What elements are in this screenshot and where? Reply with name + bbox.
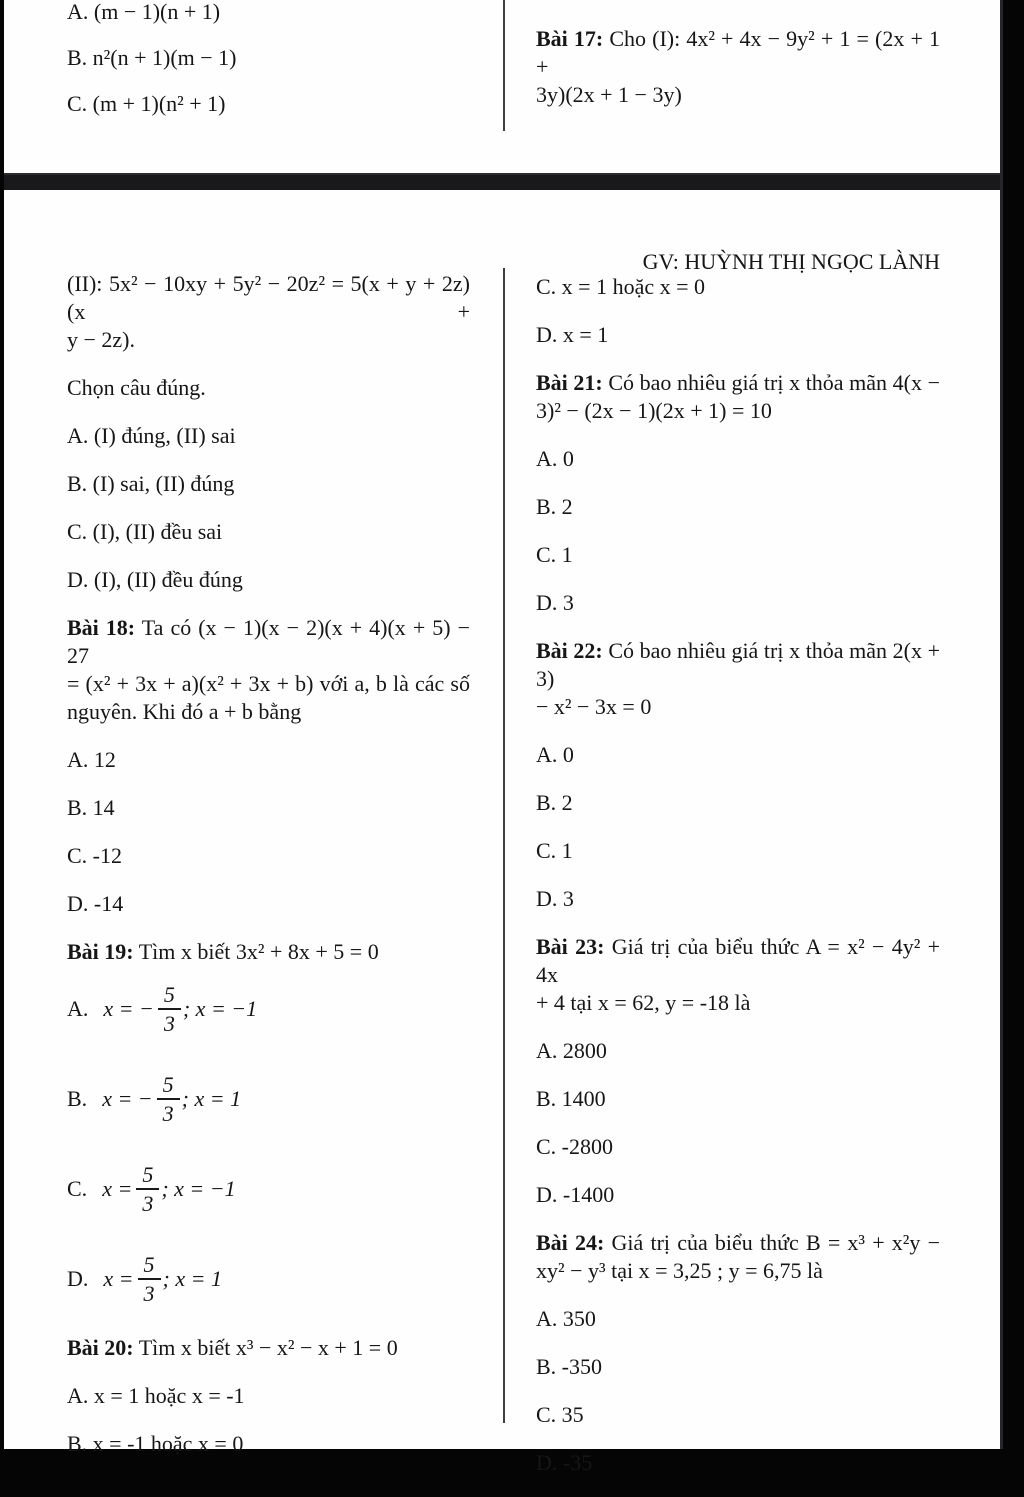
option-19-d-label: D. bbox=[67, 1266, 89, 1291]
option-16-a: A. (m − 1)(n + 1) bbox=[67, 0, 221, 24]
option-19-a-post: ; x = −1 bbox=[182, 996, 258, 1021]
choose-prompt: Chọn câu đúng. bbox=[67, 375, 206, 400]
option-II-c: C. (I), (II) đều sai bbox=[67, 519, 223, 544]
problem-22-line-1 bbox=[536, 637, 940, 693]
option-23-a: A. 2800 bbox=[536, 1038, 607, 1063]
problem-23-line-1 bbox=[536, 933, 940, 989]
problem-17-line-1 bbox=[536, 25, 940, 81]
option-20-d: D. x = 1 bbox=[536, 322, 609, 347]
option-19-d-pre: x = bbox=[103, 1266, 134, 1291]
page-separator-band bbox=[0, 173, 1000, 190]
problem-20-text: Tìm x biết x³ − x² − x + 1 = 0 bbox=[133, 1335, 398, 1360]
fraction-denominator: 3 bbox=[142, 1191, 154, 1216]
option-19-a-label: A. bbox=[67, 996, 89, 1021]
right-background-strip bbox=[1000, 0, 1024, 1449]
option-20-c: C. x = 1 hoặc x = 0 bbox=[536, 274, 706, 299]
problem-19 bbox=[67, 938, 470, 966]
option-19-a-pre: x = − bbox=[103, 996, 154, 1021]
left-background-strip bbox=[0, 0, 4, 1449]
problem-23 bbox=[536, 933, 940, 1017]
problem-19-line-1 bbox=[67, 938, 470, 966]
statement-II bbox=[67, 270, 470, 354]
fraction bbox=[136, 1162, 159, 1216]
option-21-b: B. 2 bbox=[536, 494, 573, 519]
page1-left-column bbox=[67, 0, 470, 136]
fraction-numerator: 5 bbox=[136, 1162, 159, 1190]
statement-II-line-2: y − 2z). bbox=[67, 327, 135, 352]
page1-right-column bbox=[536, 25, 940, 129]
problem-21-label: Bài 21: bbox=[536, 370, 603, 395]
problem-17-text: Cho (I): 4x² + 4x − 9y² + 1 = (2x + 1 + bbox=[536, 26, 940, 79]
teacher-credit: GV: HUỲNH THỊ NGỌC LÀNH bbox=[642, 249, 940, 274]
problem-20-line-1 bbox=[67, 1334, 470, 1362]
option-19-c-post: ; x = −1 bbox=[161, 1176, 236, 1201]
page2-right-column bbox=[536, 273, 940, 1497]
option-II-a: A. (I) đúng, (II) sai bbox=[67, 423, 236, 448]
option-19-b-pre: x = − bbox=[102, 1086, 153, 1111]
problem-23-text: Giá trị của biểu thức A = x² − 4y² + 4x bbox=[536, 934, 940, 987]
option-18-b: B. 14 bbox=[67, 795, 115, 820]
problem-18 bbox=[67, 614, 470, 726]
problem-21-text: Có bao nhiêu giá trị x thỏa mãn 4(x − bbox=[602, 370, 940, 395]
option-24-d: D. -35 bbox=[536, 1450, 593, 1475]
option-19-d bbox=[67, 1244, 470, 1314]
problem-18-line-3: nguyên. Khi đó a + b bằng bbox=[67, 699, 302, 724]
problem-18-label: Bài 18: bbox=[67, 615, 136, 640]
problem-17-label: Bài 17: bbox=[536, 26, 604, 51]
fraction-denominator: 3 bbox=[162, 1101, 174, 1126]
option-19-b bbox=[67, 1064, 470, 1134]
problem-21-line-1 bbox=[536, 369, 940, 397]
problem-19-text: Tìm x biết 3x² + 8x + 5 = 0 bbox=[133, 939, 379, 964]
problem-24-line-2: xy² − y³ tại x = 3,25 ; y = 6,75 là bbox=[536, 1258, 823, 1283]
fraction bbox=[138, 1252, 161, 1306]
option-16-b: B. n²(n + 1)(m − 1) bbox=[67, 45, 237, 70]
option-18-a: A. 12 bbox=[67, 747, 116, 772]
problem-24-line-1 bbox=[536, 1229, 940, 1257]
option-19-c-pre: x = bbox=[102, 1176, 133, 1201]
page2-left-column bbox=[67, 270, 470, 1478]
problem-21 bbox=[536, 369, 940, 425]
page-1 bbox=[4, 0, 1000, 173]
column-divider-page1 bbox=[503, 0, 505, 131]
page-2 bbox=[4, 190, 1000, 1475]
problem-18-line-1 bbox=[67, 614, 470, 670]
option-22-a: A. 0 bbox=[536, 742, 574, 767]
problem-18-line-2: = (x² + 3x + a)(x² + 3x + b) với a, b là các số bbox=[67, 671, 470, 696]
option-23-d: D. -1400 bbox=[536, 1182, 615, 1207]
problem-23-label: Bài 23: bbox=[536, 934, 605, 959]
problem-24-text: Giá trị của biểu thức B = x³ + x²y − bbox=[604, 1230, 940, 1255]
problem-20-label: Bài 20: bbox=[67, 1335, 134, 1360]
option-19-a bbox=[67, 974, 470, 1044]
option-18-d: D. -14 bbox=[67, 891, 124, 916]
option-19-c bbox=[67, 1154, 470, 1224]
fraction-denominator: 3 bbox=[163, 1011, 175, 1036]
column-divider-page2 bbox=[503, 268, 505, 1423]
option-21-d: D. 3 bbox=[536, 590, 574, 615]
option-24-b: B. -350 bbox=[536, 1354, 602, 1379]
fraction-numerator: 5 bbox=[158, 982, 181, 1010]
option-19-b-post: ; x = 1 bbox=[181, 1086, 242, 1111]
option-23-c: C. -2800 bbox=[536, 1134, 613, 1159]
statement-II-line-1: (II): 5x² − 10xy + 5y² − 20z² = 5(x + y + 2z)(x + bbox=[67, 271, 470, 324]
option-21-a: A. 0 bbox=[536, 446, 574, 471]
problem-24 bbox=[536, 1229, 940, 1285]
option-20-b: B. x = -1 hoặc x = 0 bbox=[67, 1431, 244, 1456]
problem-22 bbox=[536, 637, 940, 721]
option-21-c: C. 1 bbox=[536, 542, 573, 567]
fraction-numerator: 5 bbox=[138, 1252, 161, 1280]
option-22-c: C. 1 bbox=[536, 838, 573, 863]
problem-22-label: Bài 22: bbox=[536, 638, 603, 663]
problem-23-line-2: + 4 tại x = 62, y = -18 là bbox=[536, 990, 751, 1015]
problem-24-label: Bài 24: bbox=[536, 1230, 605, 1255]
problem-20 bbox=[67, 1334, 470, 1362]
option-II-b: B. (I) sai, (II) đúng bbox=[67, 471, 235, 496]
problem-17-line-2: 3y)(2x + 1 − 3y) bbox=[536, 82, 682, 107]
option-16-c: C. (m + 1)(n² + 1) bbox=[67, 91, 226, 116]
problem-18-text: Ta có (x − 1)(x − 2)(x + 4)(x + 5) − 27 bbox=[67, 615, 470, 668]
option-22-b: B. 2 bbox=[536, 790, 573, 815]
fraction bbox=[158, 982, 181, 1036]
fraction bbox=[157, 1072, 180, 1126]
option-23-b: B. 1400 bbox=[536, 1086, 606, 1111]
fraction-denominator: 3 bbox=[143, 1281, 155, 1306]
option-24-a: A. 350 bbox=[536, 1306, 596, 1331]
problem-22-line-2: − x² − 3x = 0 bbox=[536, 694, 652, 719]
option-19-c-label: C. bbox=[67, 1176, 88, 1201]
option-24-c: C. 35 bbox=[536, 1402, 584, 1427]
option-II-d: D. (I), (II) đều đúng bbox=[67, 567, 243, 592]
problem-17 bbox=[536, 25, 940, 109]
option-19-b-label: B. bbox=[67, 1086, 88, 1111]
problem-21-line-2: 3)² − (2x − 1)(2x + 1) = 10 bbox=[536, 398, 772, 423]
option-18-c: C. -12 bbox=[67, 843, 122, 868]
fraction-numerator: 5 bbox=[157, 1072, 180, 1100]
option-20-a: A. x = 1 hoặc x = -1 bbox=[67, 1383, 245, 1408]
problem-22-text: Có bao nhiêu giá trị x thỏa mãn 2(x + 3) bbox=[536, 638, 940, 691]
problem-19-label: Bài 19: bbox=[67, 939, 134, 964]
option-22-d: D. 3 bbox=[536, 886, 574, 911]
option-19-d-post: ; x = 1 bbox=[162, 1266, 222, 1291]
